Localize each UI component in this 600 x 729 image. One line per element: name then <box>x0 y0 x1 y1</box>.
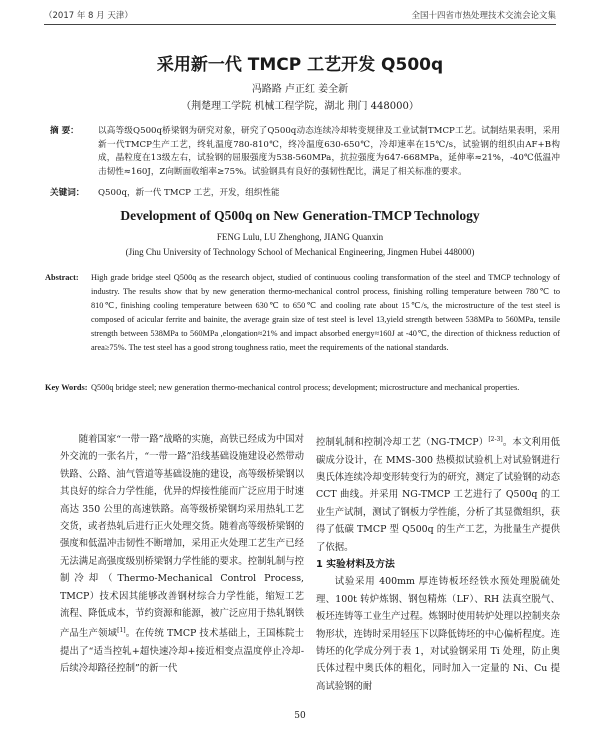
keywords-chinese-label: 关键词： <box>50 188 85 198</box>
affiliation-english: (Jing Chu University of Technology School of Mechanical Engineering, Jingmen Hubei 448000) <box>125 247 475 257</box>
body-text: 控制轧制和控制冷却工艺（NG-TMCP） <box>316 437 489 449</box>
abstract-english-label: Abstract: <box>45 273 79 282</box>
body-column-left <box>60 431 304 678</box>
header-left: （2017 年 8 月 天津） <box>44 11 133 21</box>
keywords-chinese <box>50 186 560 198</box>
body-paragraph <box>316 431 560 556</box>
citation: [2-3] <box>488 436 503 443</box>
title-english: Development of Q500q on New Generation-TMCP Technology <box>120 208 480 223</box>
body-column-right <box>316 431 560 695</box>
page-number: 50 <box>294 711 306 721</box>
affiliation-chinese: （荆楚理工学院 机械工程学院，湖北 荆门 448000） <box>181 101 419 112</box>
keywords-chinese-text: Q500q，新一代 TMCP 工艺，开发，组织性能 <box>98 188 280 198</box>
abstract-english <box>45 271 560 356</box>
body-paragraph <box>60 431 304 678</box>
authors-english: FENG Lulu, LU Zhenghong, JIANG Quanxin <box>216 232 384 242</box>
keywords-english-label: Key Words: <box>45 383 88 392</box>
body-paragraph: 试验采用 400mm 厚连铸板坯经铁水预处理脱硫处理、100t 转炉炼钢、钢包精炼（LF）、RH 法真空脱气、板坯连铸等工业生产过程。炼钢时使用转炉处理以控制夹杂物形状，连铸时采用轻压下以降低铸坯的中心偏析程度。连铸坯的化学成分列于表 1，对试验钢采用 Ti 处理，防止奥氏体过程中奥氏体的粗化，同时加入一定量的 Ni、Cu 提高试验钢的耐 <box>316 576 560 692</box>
header-rule <box>44 24 556 25</box>
keywords-english-text: Q500q bridge steel; new generation thermo-mechanical control process; development; microstructure and mechanical properties. <box>91 383 520 392</box>
header-right: 全国十四省市热处理技术交流会论文集 <box>411 11 556 21</box>
body-text: 。在传统 TMCP 技术基础上，王国栋院士提出了“适当控轧+超快速冷却+接近相变点温度停止冷却-后续冷却路径控制”的新一代 <box>60 628 304 675</box>
running-header <box>44 9 556 23</box>
abstract-chinese-text: 以高等级Q500q桥梁钢为研究对象，研究了Q500q动态连续冷却转变规律及工业试制TMCP工艺。试制结果表明，采用新一代TMCP生产工艺，终轧温度780-810℃，终冷温度630-650℃，冷却速率在15℃/s，试验钢的组织由AF+B构成，晶粒度在13级左右，试验钢的屈服强度为538-560MPa，抗拉强度为647-668MPa，延伸率≈21%，-40℃低温冲击韧性≈160J，Z向断面收缩率≥75%。试验钢具有良好的强韧性配比，满足了相关标准的要求。 <box>98 126 560 177</box>
body-text: 随着国家“一带一路”战略的实施，高铁已经成为中国对外交流的一张名片，“一带一路”沿线基础设施建设必然带动铁路、公路、油气管道等基础设施的建设，高等级桥梁钢以其良好的综合力学性能，优异的焊接性能而广泛应用于时速高达 350 公里的高速铁路。高等级桥梁钢均采用热轧工艺交货，或者热轧后进行正火处理交货。随着高等级桥梁钢的强度和低温冲击韧性不断增加，采用正火处理工艺生产已经无法满足高强度级别桥梁钢力学性能的要求。控制轧制与控制冷却（Thermo-Mechanical Control Process, TMCP）技术因其能够改善钢材综合力学性能，缩短工艺流程、降低成本，节约资源和能源，被广泛应用于热轧钢铁产品生产领域 <box>60 434 305 640</box>
abstract-chinese <box>50 125 560 179</box>
keywords-english <box>45 381 560 395</box>
citation: [1] <box>117 627 126 635</box>
title-chinese: 采用新一代 TMCP 工艺开发 Q500q <box>156 55 444 75</box>
abstract-chinese-label: 摘 要： <box>50 126 79 136</box>
section-heading: 1 实验材料及方法 <box>316 558 395 570</box>
abstract-english-text: High grade bridge steel Q500q as the research object, studied of continuous cooling transformation of the steel and TMCP technology of industry. The results show that by new generation thermo-mechanical control process, finishing rolling temperature between 780℃ to 810℃, finishing cooling temperature between 630℃ to 650℃ and cooling rate about 15℃/s, the microstructure of the test steel is composed of acicular ferrite and bainite, the average grain size of test steel is level 13,yield strength between 538MPa to 560MPa, tensile strength between 538MPa to 560MPa ,elongation≈21% and impact absorbed energy≈160J at -40℃, the direction of thickness reduction of area≥75%. The test steel has a good strong toughness ratio, meet the requirements of the national standards. <box>91 273 560 353</box>
authors-chinese: 冯路路 卢正红 姜全新 <box>251 84 349 95</box>
body-text: 。本文利用低碳成分设计，在 MMS-300 热模拟试验机上对试验钢进行奥氏体连续冷却变形转变行为的研究，测定了试验钢的动态 CCT 曲线。并采用 NG-TMCP 工艺进行了 Q500q 的工业生产试制，测试了钢板力学性能，分析了其显微组织，获得了低碳 TMCP 型 Q500q 的生产工艺，为批量生产提供了依据。 <box>316 437 560 553</box>
